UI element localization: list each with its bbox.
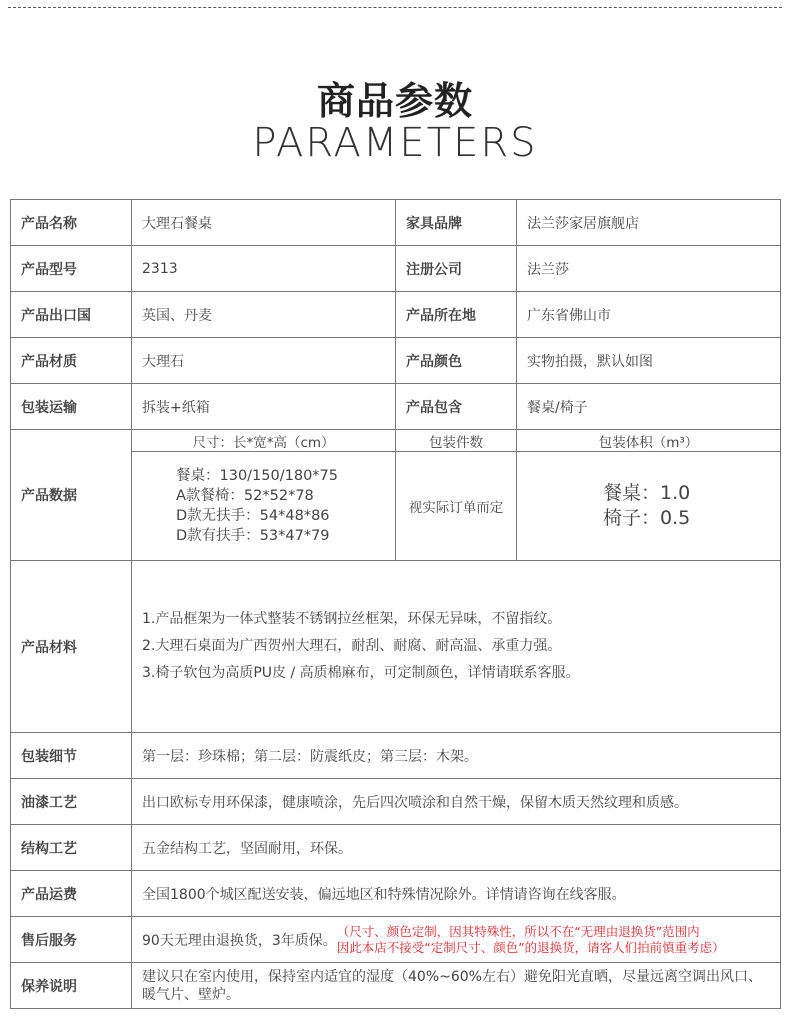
material-line: 3.椅子软包为高质PU皮 / 高质棉麻布，可定制颜色，详情请联系客服。 <box>142 665 580 681</box>
shipping-row <box>11 871 781 917</box>
product-data-row <box>11 430 781 561</box>
top-dashed-divider <box>8 7 782 8</box>
table-row <box>11 292 781 338</box>
row-label: 包装运输 <box>11 384 132 430</box>
row-value: 拆装+纸箱 <box>132 384 396 430</box>
volume-list <box>517 452 780 560</box>
section-subtitle: PARAMETERS <box>252 120 538 166</box>
row-value: 法兰莎家居旗舰店 <box>517 200 781 246</box>
row-label: 产品包含 <box>396 384 517 430</box>
row-label: 产品名称 <box>11 200 132 246</box>
row-label: 产品所在地 <box>396 292 517 338</box>
paint-row <box>11 779 781 825</box>
row-value: 第一层：珍珠棉；第二层：防震纸皮；第三层：木架。 <box>132 733 781 779</box>
row-value: 五金结构工艺，坚固耐用，环保。 <box>132 825 781 871</box>
row-label: 包装细节 <box>11 733 132 779</box>
row-label: 产品数据 <box>11 430 132 561</box>
size-item: D款无扶手：54*48*86 <box>176 508 330 524</box>
size-column-header: 尺寸：长*宽*高（cm） <box>132 430 396 452</box>
care-row <box>11 963 781 1009</box>
size-item: A款餐椅：52*52*78 <box>176 488 314 504</box>
row-value: 大理石餐桌 <box>132 200 396 246</box>
row-value: 建议只在室内使用，保持室内适宜的湿度（40%~60%左右）避免阳光直晒，尽量远离空调出风口、暖气片、壁炉。 <box>132 963 781 1009</box>
table-row <box>11 246 781 292</box>
row-label: 产品出口国 <box>11 292 132 338</box>
volume-item: 餐桌：1.0 <box>603 482 691 504</box>
row-value: 英国、丹麦 <box>132 292 396 338</box>
row-label: 产品材料 <box>11 561 132 733</box>
service-value: 90天无理由退换货，3年质保。 <box>142 932 337 949</box>
table-row <box>11 338 781 384</box>
row-label: 结构工艺 <box>11 825 132 871</box>
row-label: 注册公司 <box>396 246 517 292</box>
row-value: 实物拍摄，默认如图 <box>517 338 781 384</box>
service-note-line: 因此本店不接受“定制尺寸、颜色”的退换货，请客人们拍前慎重考虑） <box>336 939 725 955</box>
structure-row <box>11 825 781 871</box>
service-note-line: （尺寸、颜色定制，因其特殊性，所以不在“无理由退换货”范围内 <box>336 923 700 939</box>
service-row <box>11 917 781 963</box>
product-data-grid <box>132 430 781 561</box>
material-text <box>132 561 781 733</box>
size-list <box>132 452 396 560</box>
row-value: 2313 <box>132 246 396 292</box>
service-note <box>337 924 725 956</box>
size-item: 餐桌：130/150/180*75 <box>176 468 338 484</box>
row-label: 产品颜色 <box>396 338 517 384</box>
count-column-header: 包装件数 <box>396 430 517 452</box>
parameters-table <box>10 199 781 1009</box>
package-count: 视实际订单而定 <box>396 452 517 560</box>
material-line: 1.产品框架为一体式整装不锈钢拉丝框架，环保无异味，不留指纹。 <box>142 611 562 627</box>
volume-item: 椅子：0.5 <box>603 507 691 529</box>
row-value: 餐桌/椅子 <box>517 384 781 430</box>
section-title: 商品参数 <box>316 79 473 123</box>
size-item: D款有扶手：53*47*79 <box>176 528 330 544</box>
row-label: 产品材质 <box>11 338 132 384</box>
row-label: 售后服务 <box>11 917 132 963</box>
row-value: 出口欧标专用环保漆，健康喷涂，先后四次喷涂和自然干燥，保留木质天然纹理和质感。 <box>132 779 781 825</box>
material-row <box>11 561 781 733</box>
table-row <box>11 200 781 246</box>
row-value: 全国1800个城区配送安装，偏远地区和特殊情况除外。详情请咨询在线客服。 <box>132 871 781 917</box>
row-label: 产品型号 <box>11 246 132 292</box>
service-cell <box>132 917 781 963</box>
table-row <box>11 384 781 430</box>
row-label: 保养说明 <box>11 963 132 1009</box>
packing-row <box>11 733 781 779</box>
volume-column-header: 包装体积（m³） <box>517 430 780 452</box>
row-label: 油漆工艺 <box>11 779 132 825</box>
row-label: 家具品牌 <box>396 200 517 246</box>
row-label: 产品运费 <box>11 871 132 917</box>
row-value: 广东省佛山市 <box>517 292 781 338</box>
material-line: 2.大理石桌面为广西贺州大理石，耐刮、耐腐、耐高温、承重力强。 <box>142 638 562 654</box>
row-value: 法兰莎 <box>517 246 781 292</box>
row-value: 大理石 <box>132 338 396 384</box>
